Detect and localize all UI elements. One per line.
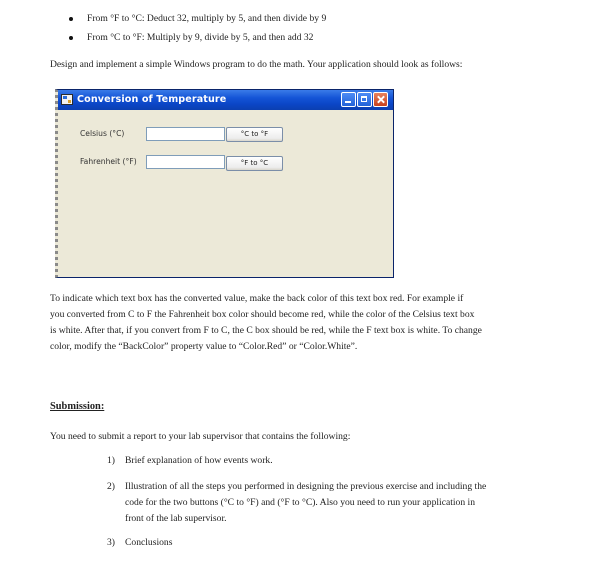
fahrenheit-input[interactable] — [146, 155, 225, 169]
list-item: Conclusions — [125, 537, 173, 548]
c-to-f-button[interactable]: °C to °F — [226, 127, 283, 142]
celsius-input[interactable] — [146, 127, 225, 141]
celsius-label: Celsius (°C) — [80, 129, 125, 138]
bullet-c-to-f: From °C to °F: Multiply by 9, divide by 5, and then add 32 — [87, 32, 314, 43]
intro-text: Design and implement a simple Windows program to do the math. Your application should look as follows: — [50, 59, 463, 70]
bullet-f-to-c: From °F to °C: Deduct 32, multiply by 5, and then divide by 9 — [87, 13, 327, 24]
list-item: Illustration of all the steps you performed in designing the previous exercise and including the — [125, 481, 487, 492]
list-number: 2) — [107, 481, 115, 492]
list-item: front of the lab supervisor. — [125, 513, 227, 524]
list-number: 1) — [107, 455, 115, 466]
list-number: 3) — [107, 537, 115, 548]
explanation-line: is white. After that, if you convert from F to C, the C box should be red, while the F text box is white. To change — [50, 325, 482, 336]
submission-heading: Submission: — [50, 401, 105, 412]
explanation-line: color, modify the “BackColor” property value to “Color.Red” or “Color.White”. — [50, 341, 358, 352]
maximize-button[interactable] — [357, 92, 372, 107]
title-bar — [58, 90, 393, 110]
list-item: Brief explanation of how events work. — [125, 455, 273, 466]
explanation-line: To indicate which text box has the converted value, make the back color of this text box red. For example if — [50, 293, 464, 304]
window-title: Conversion of Temperature — [77, 94, 227, 105]
bullet-marker — [69, 36, 73, 40]
list-item: code for the two buttons (°C to °F) and (°F to °C). Also you need to run your application in — [125, 497, 476, 508]
app-icon — [61, 94, 73, 105]
conversion-window — [55, 89, 394, 278]
submission-lead: You need to submit a report to your lab supervisor that contains the following: — [50, 431, 351, 442]
minimize-button[interactable] — [341, 92, 356, 107]
bullet-marker — [69, 17, 73, 21]
explanation-line: you converted from C to F the Fahrenheit box color should become red, while the color of the Celsius text box — [50, 309, 475, 320]
fahrenheit-label: Fahrenheit (°F) — [80, 157, 137, 166]
f-to-c-button[interactable]: °F to °C — [226, 156, 283, 171]
close-button[interactable] — [373, 92, 388, 107]
